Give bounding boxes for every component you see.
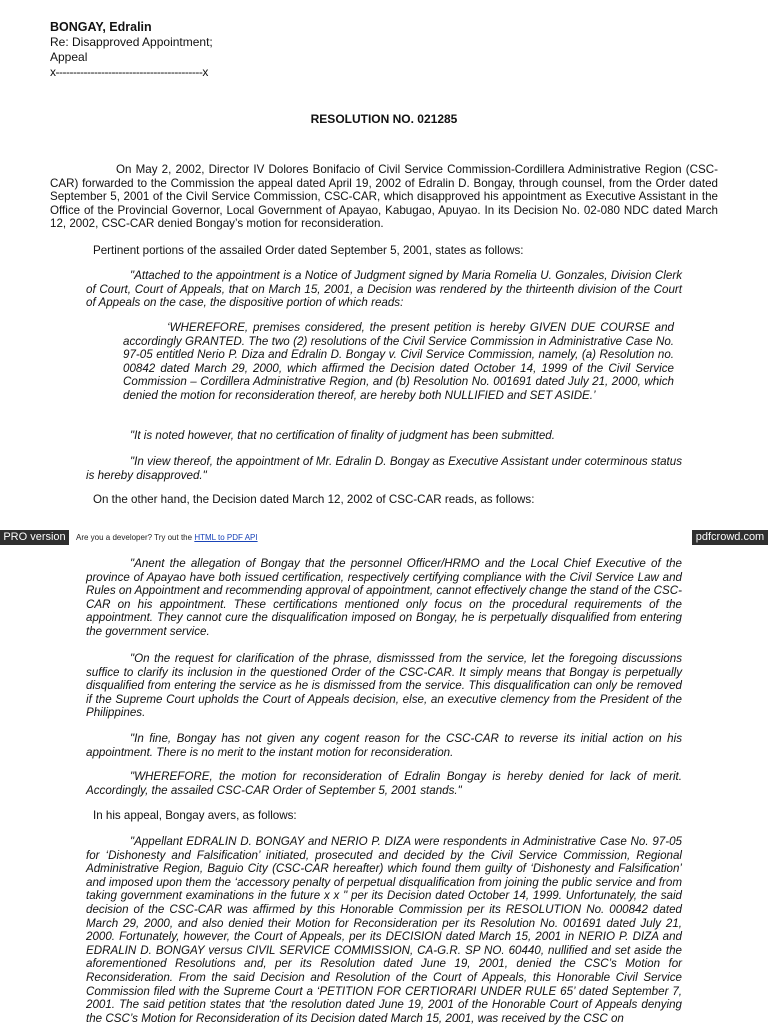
pdfcrowd-link[interactable]: pdfcrowd.com: [692, 530, 768, 545]
developer-prompt: Are you a developer? Try out the: [76, 533, 193, 542]
paragraph-intro: On May 2, 2002, Director IV Dolores Bonifacio of Civil Service Commission-Cordillera Administrative Region (CSC-CAR) forwarded to the Commission the appeal dated April 19, 2002 of Edralin D. Bongay, through counsel, from the Order dated September 5, 2001 of the Civil Service Commission, CSC-CAR, which disapproved his appointment as Executive Assistant in the Office of the Provincial Governor, Local Government of Apayao, Kabugao, Apuyao. In its Decision No. 02-080 NDC dated March 12, 2002, CSC-CAR denied Bongay’s motion for reconsideration.: [50, 163, 718, 231]
quote-no-certification: "It is noted however, that no certification of finality of judgment has been submitted.: [130, 429, 555, 442]
quote-in-fine: "In fine, Bongay has not given any cogent reason for the CSC-CAR to reverse its initial action on his appointment. There is no merit to the instant motion for reconsideration.: [86, 732, 682, 759]
paragraph-pertinent: Pertinent portions of the assailed Order dated September 5, 2001, states as follows:: [93, 244, 524, 257]
re-line-appeal: Appeal: [50, 50, 88, 64]
html-to-pdf-link[interactable]: HTML to PDF API: [194, 533, 258, 542]
quote-appellant-avers: "Appellant EDRALIN D. BONGAY and NERIO P. DIZA were respondents in Administrative Case No. 97-05 for ‘Dishonesty and Falsification’ initiated, prosecuted and decided by the Civil Service Commission, Regional Administrative Region, Baguio City (CSC-CAR hereafter) which found them guilty of ‘Dishonesty and Falsification’ and imposed upon them the ‘accessory penalty of perpetual disqualification from joining the public service and from taking government examinations in the future x x " per its Decision dated October 14, 1999. Unfortunately, the said decision of the CSC-CAR was affirmed by this Honorable Commission per its RESOLUTION No. 000842 dated March 29, 2000, and also denied their Motion for Reconsideration per its Resolution No. 001691 dated July 21, 2000. Fortunately, however, the Court of Appeals, per its DECISION dated March 15, 2001 in NERIO P. DIZA and EDRALIN D. BONGAY versus CIVIL SERVICE COMMISSION, CA-G.R. SP NO. 60440, nullified and set aside the aforementioned Resolutions and, per its Resolution dated June 19, 2001, denied the CSC’s Motion for Reconsideration. From the said Decision and Resolution of the Court of Appeals, this Honorable Civil Service Commission filed with the Supreme Court a ‘PETITION FOR CERTIORARI UNDER RULE 65’ dated September 7, 2001. The said petition states that ‘the resolution dated June 19, 2001 of the Honorable Court of Appeals denying the CSC’s Motion for Reconsideration of its Decision dated March 15, 2001, was received by the CSC on: [86, 835, 682, 1025]
paragraph-other-hand: On the other hand, the Decision dated March 12, 2002 of CSC-CAR reads, as follows:: [93, 493, 535, 506]
case-caption: [50, 20, 213, 80]
quote-disapproved: "In view thereof, the appointment of Mr. Edralin D. Bongay as Executive Assistant under coterminous status is hereby disapproved.": [86, 455, 682, 482]
resolution-title: RESOLUTION NO. 021285: [310, 112, 458, 126]
quote-wherefore-ca: ‘WHEREFORE, premises considered, the present petition is hereby GIVEN DUE COURSE and accordingly GRANTED. The two (2) resolutions of the Civil Service Commission in Administrative Case No. 97-05 entitled Nerio P. Diza and Edralin D. Bongay v. Civil Service Commission, namely, (a) Resolution no. 00842 dated March 29, 2000, which affirmed the Decision dated October 14, 1999 of the Civil Service Commission – Cordillera Administrative Region, and (b) Resolution No. 001691 dated July 21, 2000, which denied the motion for reconsideration thereof, are hereby both NULLIFIED and SET ASIDE.’: [123, 321, 674, 402]
pro-version-badge: PRO version: [0, 530, 69, 545]
caption-divider: x------------------------------------------x: [50, 65, 208, 79]
quote-anent-allegation: "Anent the allegation of Bongay that the personnel Officer/HRMO and the Local Chief Executive of the province of Apayao have both issued certification, respectively certifying compliance with the Civil Service Law and Rules on Appointment and recommending approval of appointment, cannot effectively change the stand of the CSC-CAR on his appointment. These certifications mentioned only focus on the procedural requirements of the appointment. They cannot cure the disqualification imposed on Bongay, he is perpetually disqualified from entering the government service.: [86, 557, 682, 638]
quote-notice-judgment: "Attached to the appointment is a Notice of Judgment signed by Maria Romelia U. Gonzales, Division Clerk of Court, Court of Appeals, that on March 15, 2001, a Decision was rendered by the thirteenth division of the Court of Appeals on the case, the dispositive portion of which reads:: [86, 269, 682, 310]
pdfcrowd-banner: [0, 530, 768, 545]
re-line: Re: Disapproved Appointment;: [50, 35, 213, 49]
quote-clarification: "On the request for clarification of the phrase, dismisssed from the service, let the foregoing discussions suffice to clarify its inclusion in the questioned Order of the CSC-CAR. It simply means that Bongay is perpetually disqualified from entering the service as he is dismissed from the service. This disqualification can only be removed if the Supreme Court upholds the Court of Appeals decision, else, an executive clemency from the President of the Philippines.: [86, 652, 682, 720]
quote-wherefore-denied: "WHEREFORE, the motion for reconsideration of Edralin Bongay is hereby denied for lack of merit. Accordingly, the assailed CSC-CAR Order of September 5, 2001 stands.": [86, 770, 682, 797]
developer-message: [76, 530, 258, 545]
appellant-name: BONGAY, Edralin: [50, 20, 152, 34]
paragraph-appeal-avers: In his appeal, Bongay avers, as follows:: [93, 809, 297, 822]
